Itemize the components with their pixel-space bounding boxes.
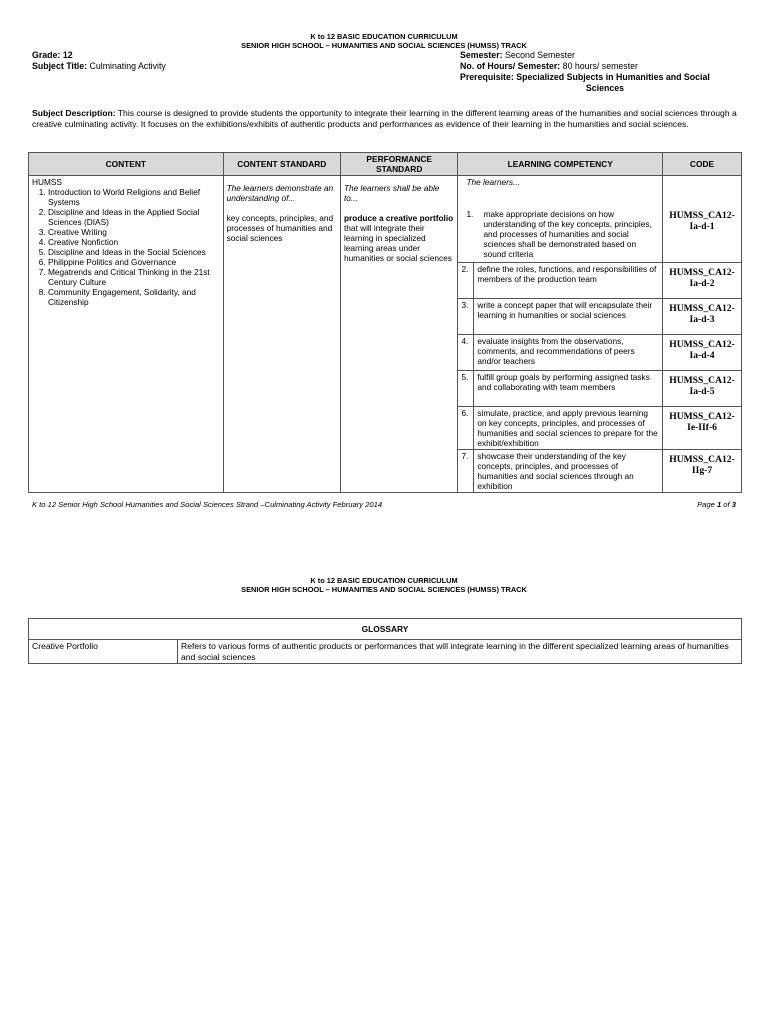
performance-standard-cell	[340, 176, 457, 493]
competency-number: 2.	[458, 263, 474, 299]
list-item: 8. Community Engagement, Solidarity, and Citizenship	[48, 287, 220, 307]
competency-code: HUMSS_CA12-Ia-d-1	[663, 176, 742, 263]
table-header-row	[29, 153, 742, 176]
header-line-2: SENIOR HIGH SCHOOL – HUMANITIES AND SOCIAL SCIENCES (HUMSS) TRACK	[241, 585, 527, 594]
header-code: CODE	[663, 153, 742, 176]
grade-value: 12	[62, 50, 73, 60]
description-text: This course is designed to provide students the opportunity to integrate their learning in the different learning areas of the humanities and social sciences through a creative culminating activity. It focuses on the exhibitions/exhibits of authentic products and performances as evidence of their learning in the humanities and social sciences.	[32, 108, 737, 129]
curriculum-table	[28, 152, 742, 493]
competency-number: 1.	[466, 209, 474, 219]
competency-number: 4.	[458, 335, 474, 371]
header-line-2: SENIOR HIGH SCHOOL – HUMANITIES AND SOCIAL SCIENCES (HUMSS) TRACK	[241, 41, 527, 50]
competency-number: 6.	[458, 407, 474, 450]
competency-number: 3.	[458, 299, 474, 335]
content-list	[32, 187, 220, 307]
hours-label: No. of Hours/ Semester:	[460, 61, 561, 71]
content-standard-text: key concepts, principles, and processes of humanities and social sciences	[226, 213, 334, 243]
competency-number: 7.	[458, 450, 474, 493]
competency-intro: The learners...	[466, 177, 520, 187]
curriculum-header	[0, 572, 768, 594]
prerequisite-value: Specialized Subjects in Humanities and Social	[516, 72, 710, 82]
performance-rest: that will integrate their learning in specialized learning areas under humanities or social sciences	[343, 223, 452, 263]
competency-text: make appropriate decisions on how understanding of the key concepts, principles, and processes of humanities and social sciences shall be demonstrated based on sound criteria	[483, 209, 652, 259]
page-number	[697, 500, 736, 509]
performance-intro: The learners shall be able to...	[343, 183, 440, 203]
total-pages: 3	[731, 500, 736, 509]
content-standard-intro: The learners demonstrate an understanding of...	[226, 183, 334, 203]
prerequisite-label: Prerequisite:	[460, 72, 514, 82]
document-page-2	[0, 572, 768, 662]
glossary-term: Creative Portfolio	[29, 640, 178, 664]
competency-code: HUMSS_CA12-IIg-7	[663, 450, 742, 493]
competency-code: HUMSS_CA12-Ia-d-3	[663, 299, 742, 335]
document-page-1	[0, 0, 768, 509]
description-label: Subject Description:	[32, 108, 116, 118]
list-item: 2. Discipline and Ideas in the Applied Social Sciences (DIAS)	[48, 207, 220, 227]
list-item: 6. Philippine Politics and Governance	[48, 257, 220, 267]
list-item: 3. Creative Writing	[48, 227, 220, 237]
semester-value: Second Semester	[505, 50, 575, 60]
subject-title-value: Culminating Activity	[89, 61, 166, 71]
subject-description	[32, 108, 738, 129]
list-item: 1. Introduction to World Religions and Belief Systems	[48, 187, 220, 207]
competency-text: simulate, practice, and apply previous learning on key concepts, principles, and processes of humanities and social sciences to prepare for the exhibit/exhibition	[474, 407, 663, 450]
header-learning-competency: LEARNING COMPETENCY	[458, 153, 663, 176]
page-footer	[32, 500, 736, 509]
competency-code: HUMSS_CA12-Ia-d-2	[663, 263, 742, 299]
content-standard-cell	[223, 176, 340, 493]
glossary-definition: Refers to various forms of authentic products or performances that will integrate learning in the different specialized learning areas of humanities and social sciences	[178, 640, 742, 664]
list-item: 7. Megatrends and Critical Thinking in the 21st Century Culture	[48, 267, 220, 287]
page-of: of	[723, 500, 730, 509]
prerequisite-value-cont: Sciences	[585, 83, 625, 93]
performance-text	[344, 213, 454, 263]
table-row	[29, 176, 742, 263]
competency-text: showcase their understanding of the key concepts, principles, and processes of humanities and social sciences through an exhibition	[474, 450, 663, 493]
semester-label: Semester:	[460, 50, 503, 60]
performance-bold: produce a creative portfolio	[343, 213, 454, 223]
subject-meta	[0, 50, 768, 94]
hours-value: 80 hours/ semester	[562, 61, 638, 71]
content-cell	[29, 176, 224, 493]
curriculum-header	[0, 0, 768, 50]
competency-text: fulfill group goals by performing assigned tasks and collaborating with team members	[474, 371, 663, 407]
glossary-title: GLOSSARY	[29, 619, 742, 640]
subject-title-label: Subject Title:	[32, 61, 88, 71]
list-item: 4. Creative Nonfiction	[48, 237, 220, 247]
header-content-standard: CONTENT STANDARD	[223, 153, 340, 176]
competency-number: 5.	[458, 371, 474, 407]
table-row	[29, 640, 742, 664]
competency-text: define the roles, functions, and responsibilities of members of the production team	[474, 263, 663, 299]
competency-code: HUMSS_CA12-Ie-IIf-6	[663, 407, 742, 450]
competency-text: evaluate insights from the observations, comments, and recommendations of peers and/or teachers	[474, 335, 663, 371]
current-page: 1	[716, 500, 722, 509]
glossary-table	[28, 618, 742, 664]
list-item: 5. Discipline and Ideas in the Social Sciences	[48, 247, 220, 257]
header-line-1: K to 12 BASIC EDUCATION CURRICULUM	[310, 32, 458, 41]
page-prefix: Page	[697, 500, 715, 509]
header-performance-standard: PERFORMANCE STANDARD	[340, 153, 457, 176]
competency-code: HUMSS_CA12-Ia-d-4	[663, 335, 742, 371]
header-content: CONTENT	[29, 153, 224, 176]
competency-cell	[458, 176, 663, 263]
footer-text: K to 12 Senior High School Humanities and Social Sciences Strand –Culminating Activity February 2014	[32, 500, 383, 509]
header-line-1: K to 12 BASIC EDUCATION CURRICULUM	[310, 576, 458, 585]
competency-code: HUMSS_CA12-Ia-d-5	[663, 371, 742, 407]
grade-label: Grade:	[32, 50, 61, 60]
competency-text: write a concept paper that will encapsulate their learning in humanities or social sciences	[474, 299, 663, 335]
content-heading: HUMSS	[32, 177, 62, 187]
